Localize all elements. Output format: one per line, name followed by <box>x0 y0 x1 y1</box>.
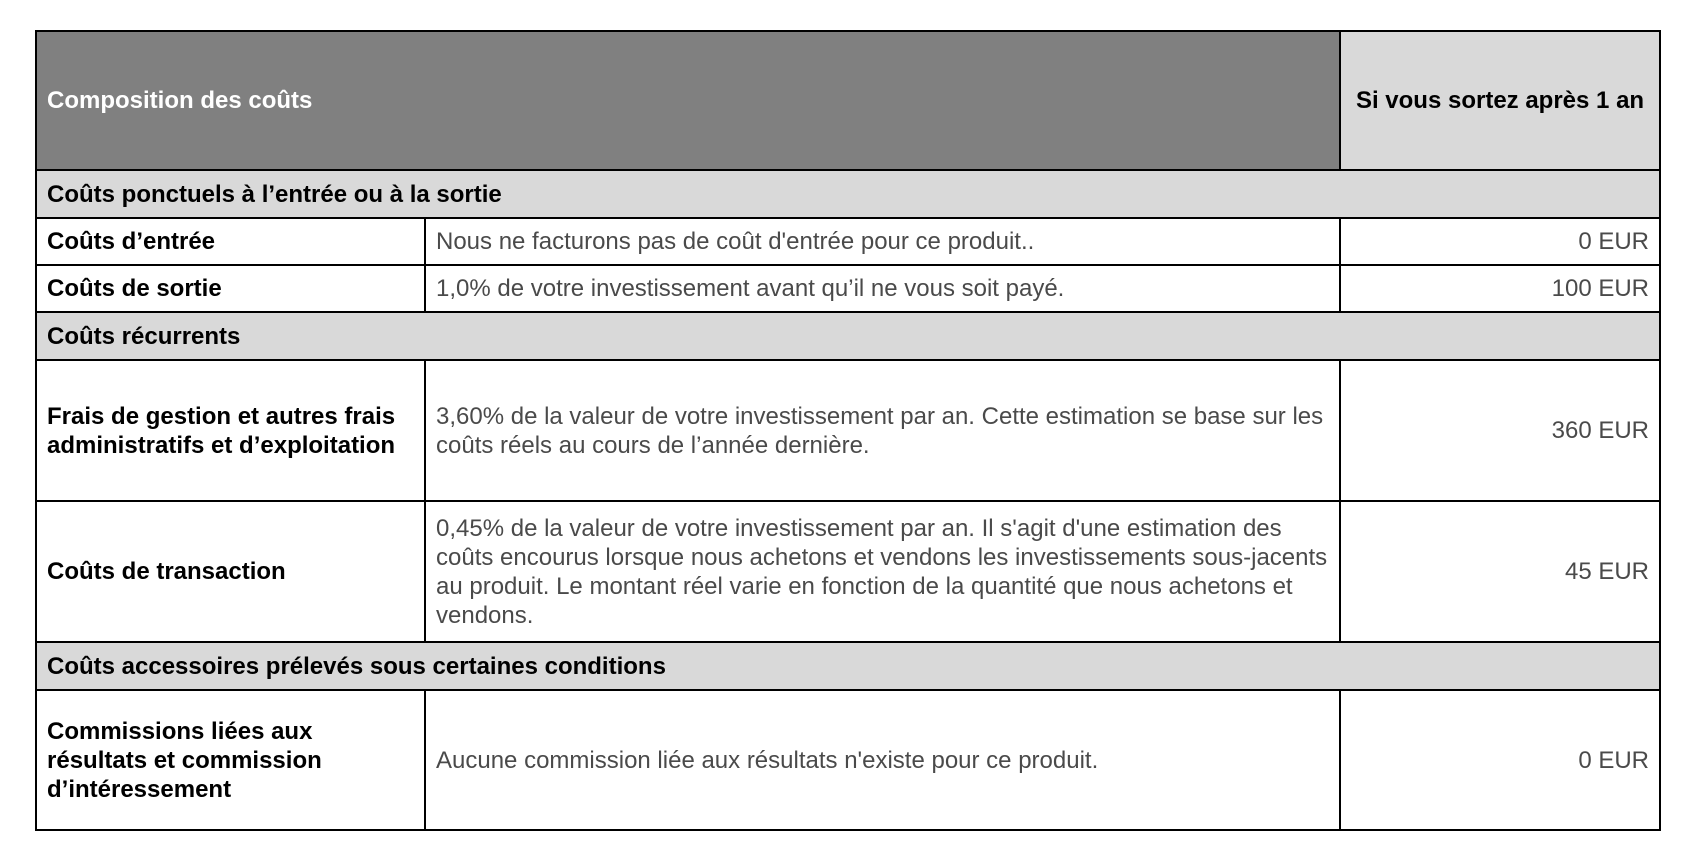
row-description: Aucune commission liée aux résultats n'existe pour ce produit. <box>425 690 1340 830</box>
section-title: Coûts accessoires prélevés sous certaines conditions <box>36 642 1660 690</box>
section-title: Coûts récurrents <box>36 312 1660 360</box>
table-header-row <box>36 31 1660 170</box>
row-amount: 0 EUR <box>1340 690 1660 830</box>
row-label: Coûts de transaction <box>36 501 425 642</box>
table-title: Composition des coûts <box>36 31 1340 170</box>
section-title: Coûts ponctuels à l’entrée ou à la sortie <box>36 170 1660 218</box>
row-description: 3,60% de la valeur de votre investissement par an. Cette estimation se base sur les coûts réels au cours de l’année dernière. <box>425 360 1340 501</box>
row-amount: 45 EUR <box>1340 501 1660 642</box>
row-description: Nous ne facturons pas de coût d'entrée pour ce produit.. <box>425 218 1340 265</box>
row-amount: 360 EUR <box>1340 360 1660 501</box>
row-amount: 0 EUR <box>1340 218 1660 265</box>
row-label: Coûts d’entrée <box>36 218 425 265</box>
section-header-row <box>36 170 1660 218</box>
row-description: 1,0% de votre investissement avant qu’il ne vous soit payé. <box>425 265 1340 312</box>
table-row <box>36 501 1660 642</box>
table-row <box>36 265 1660 312</box>
row-label: Commissions liées aux résultats et commission d’intéressement <box>36 690 425 830</box>
cost-composition-table <box>35 30 1661 831</box>
row-description: 0,45% de la valeur de votre investissement par an. Il s'agit d'une estimation des coûts encourus lorsque nous achetons et vendons les investissements sous-jacents au produit. Le montant réel varie en fonction de la quantité que nous achetons et vendons. <box>425 501 1340 642</box>
table-row <box>36 360 1660 501</box>
table-row <box>36 690 1660 830</box>
section-header-row <box>36 642 1660 690</box>
section-header-row <box>36 312 1660 360</box>
row-label: Coûts de sortie <box>36 265 425 312</box>
amount-column-header: Si vous sortez après 1 an <box>1340 31 1660 170</box>
table-row <box>36 218 1660 265</box>
row-amount: 100 EUR <box>1340 265 1660 312</box>
row-label: Frais de gestion et autres frais administratifs et d’exploitation <box>36 360 425 501</box>
